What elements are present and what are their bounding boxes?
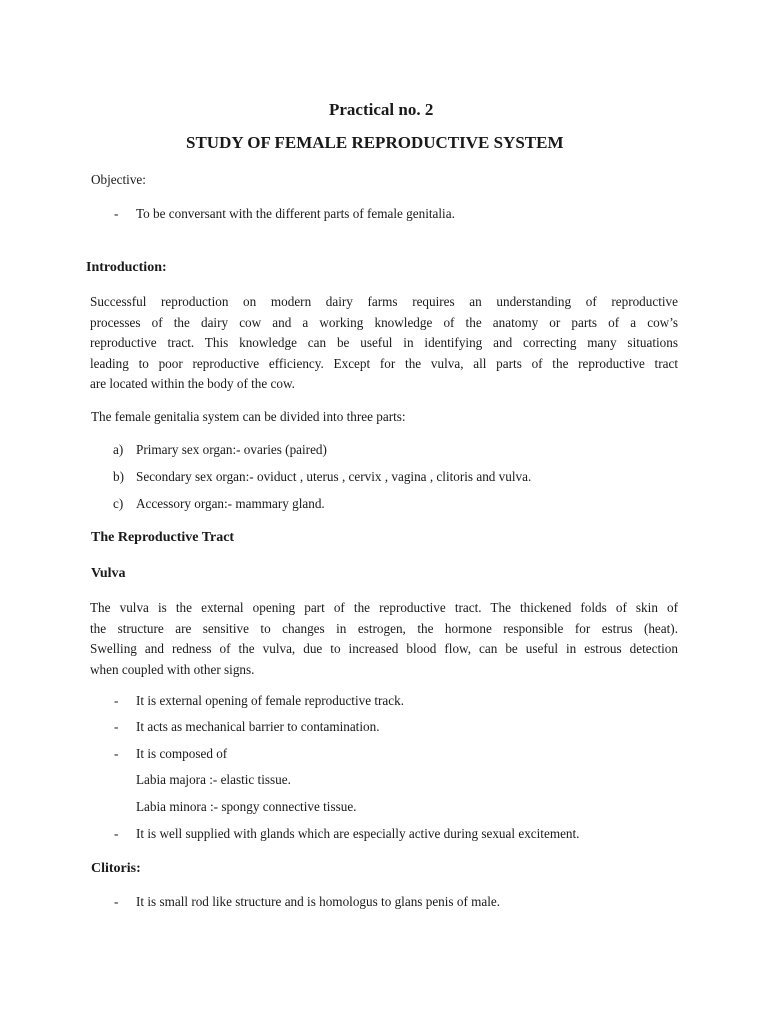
paragraph-line: are located within the body of the cow. [90, 376, 295, 391]
objective-label: Objective: [91, 172, 146, 187]
paragraph-line: reproductive tract. This knowledge can be useful in identifying and correcting many situations [90, 335, 678, 350]
vulva-paragraph [90, 598, 678, 680]
introduction-paragraph [90, 292, 678, 395]
bullet-marker: - [114, 894, 119, 909]
bullet-marker: - [114, 826, 119, 841]
paragraph-line: processes of the dairy cow and a working knowledge of the anatomy or parts of a cow’s [90, 314, 678, 330]
clitoris-bullet: It is small rod like structure and is homologus to glans penis of male. [136, 894, 501, 909]
bullet-marker: - [114, 719, 119, 734]
divided-intro: The female genitalia system can be divided into three parts: [91, 409, 406, 424]
paragraph-line: leading to poor reproductive efficiency. Except for the vulva, all parts of the reproductive tract [90, 355, 678, 371]
paragraph-line: Swelling and redness of the vulva, due to increased blood flow, can be useful in estrous detection [90, 641, 678, 656]
part-marker: a) [113, 442, 124, 457]
paragraph-line: Successful reproduction on modern dairy farms requires an understanding of reproductive [90, 294, 678, 309]
objective-bullet-marker: - [114, 206, 119, 221]
part-item: Primary sex organ:- ovaries (paired) [136, 442, 327, 457]
vulva-bullet: It is composed of [136, 746, 228, 761]
vulva-bullet: It acts as mechanical barrier to contamination. [136, 719, 380, 734]
bullet-marker: - [114, 693, 119, 708]
part-item: Secondary sex organ:- oviduct , uterus , cervix , vagina , clitoris and vulva. [136, 469, 532, 484]
reproductive-tract-heading: The Reproductive Tract [91, 530, 235, 545]
vulva-sub-item: Labia majora :- elastic tissue. [136, 772, 291, 787]
clitoris-heading: Clitoris: [91, 861, 141, 876]
part-marker: b) [113, 469, 124, 484]
paragraph-line: when coupled with other signs. [90, 661, 255, 677]
page-title: Practical no. 2 [329, 100, 434, 119]
objective-item: To be conversant with the different parts of female genitalia. [136, 206, 455, 221]
introduction-heading: Introduction: [86, 260, 167, 275]
bullet-marker: - [114, 746, 119, 761]
vulva-bullet: It is well supplied with glands which are especially active during sexual excitement. [136, 826, 580, 841]
page-subtitle: STUDY OF FEMALE REPRODUCTIVE SYSTEM [186, 133, 564, 152]
vulva-heading: Vulva [91, 566, 126, 581]
vulva-bullet: It is external opening of female reproductive track. [136, 693, 405, 708]
vulva-sub-item: Labia minora :- spongy connective tissue. [136, 799, 357, 814]
paragraph-line: the structure are sensitive to changes in estrogen, the hormone responsible for estrus (heat). [90, 620, 678, 636]
part-marker: c) [113, 496, 124, 511]
paragraph-line: The vulva is the external opening part of the reproductive tract. The thickened folds of skin of [90, 600, 678, 615]
part-item: Accessory organ:- mammary gland. [136, 496, 325, 511]
